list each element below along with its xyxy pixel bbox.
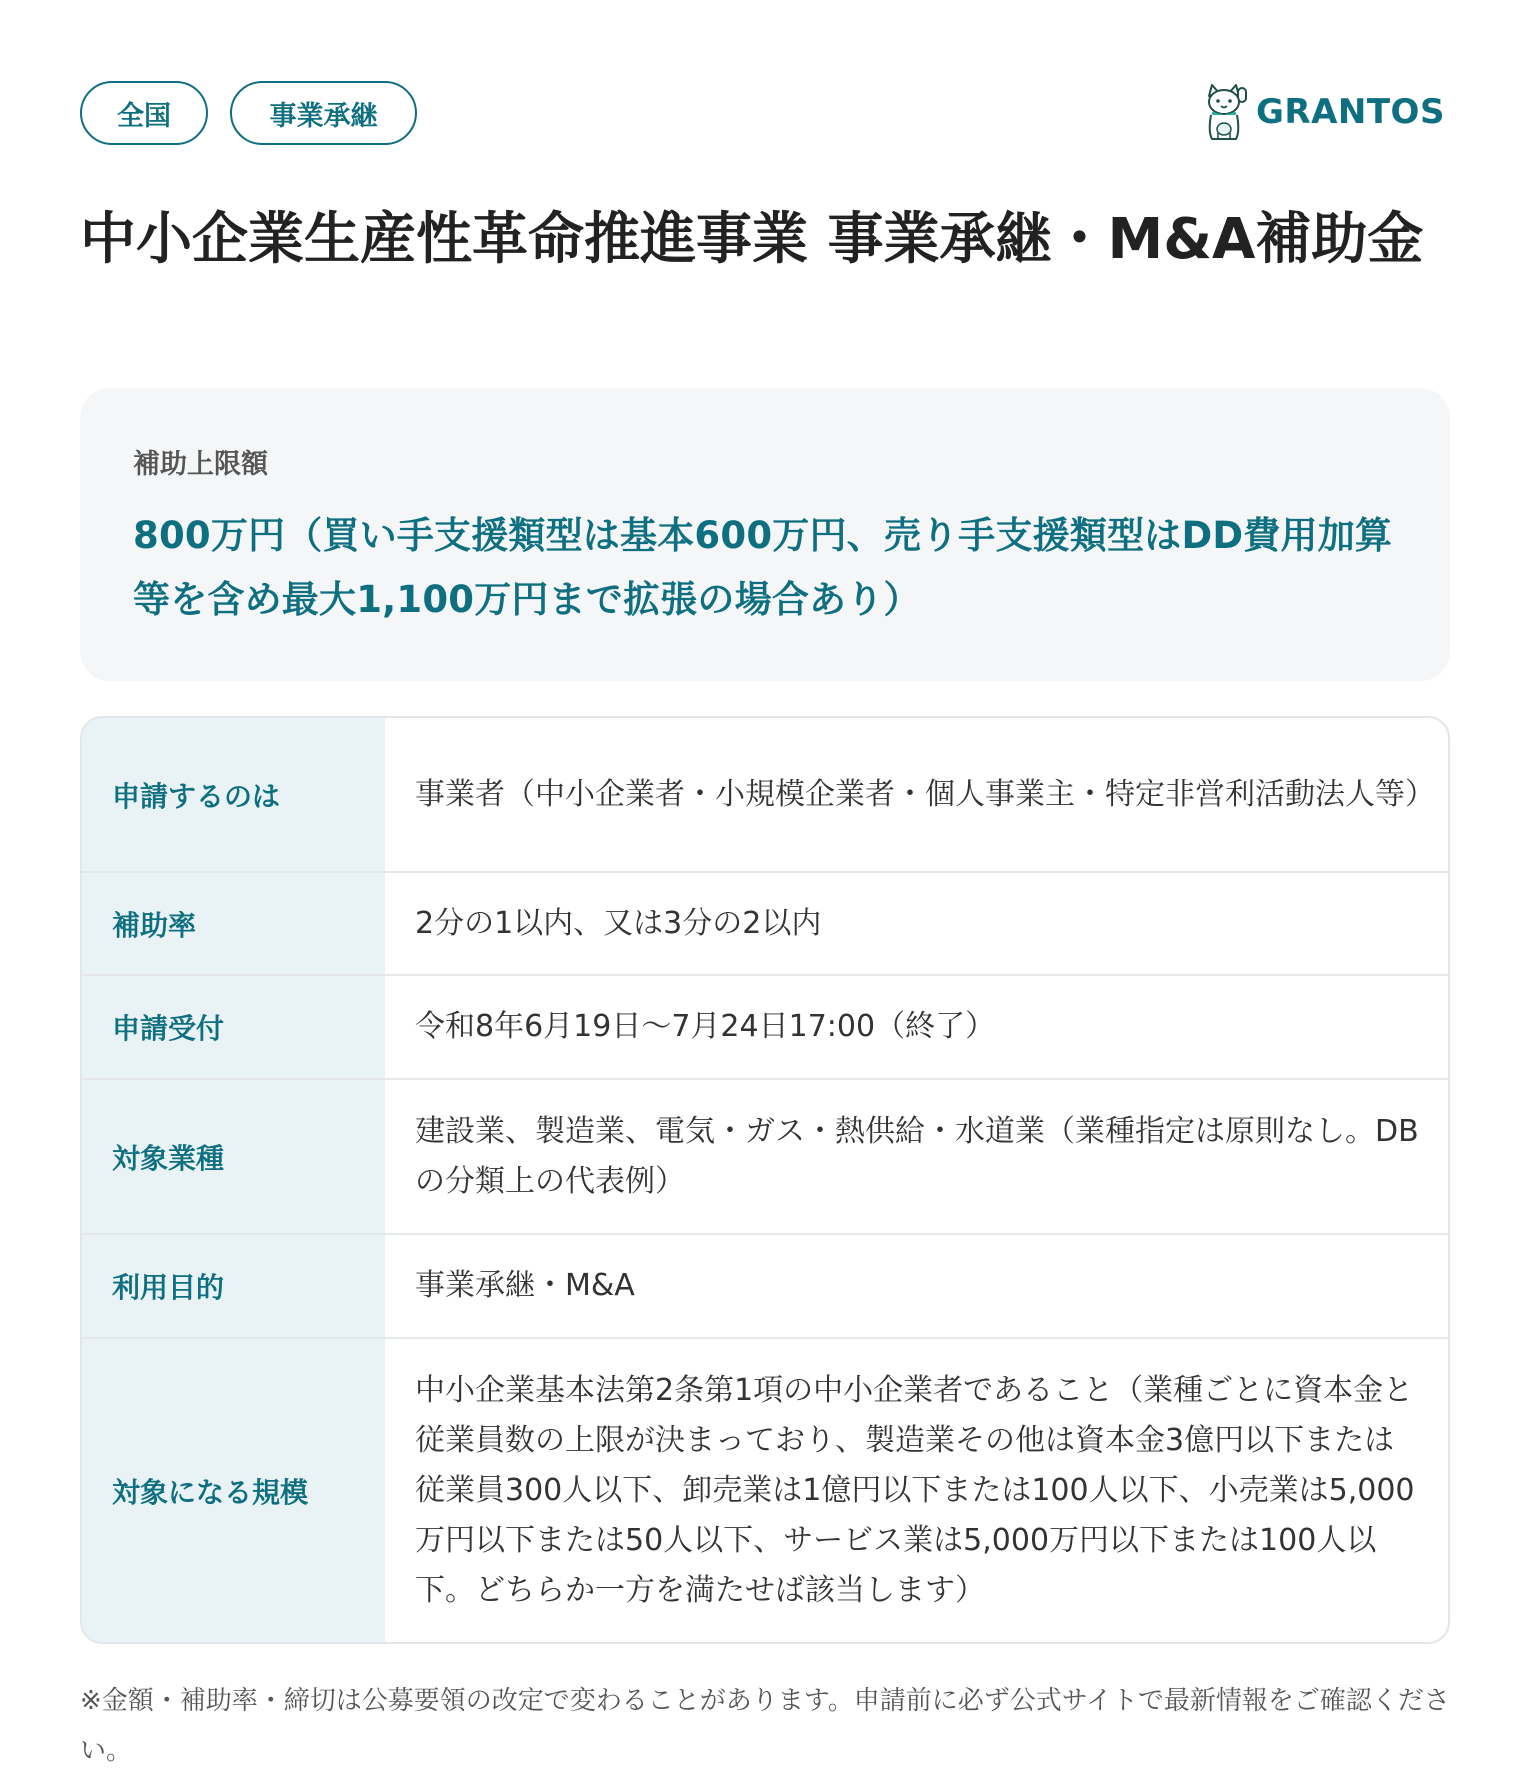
row-value: 2分の1以内、又は3分の2以内	[415, 905, 822, 941]
row-label: 対象業種	[82, 1080, 385, 1233]
brand-name: GRANTOS	[1256, 92, 1445, 132]
row-value: 中小企業基本法第2条第1項の中小企業者であること（業種ごとに資本金と従業員数の上限が決まっており、製造業その他は資本金3億円以下または従業員300人以下、卸売業は1億円以下または100人以下、小売業は5,000万円以下または50人以下、サービス業は5,000万円以下または100人以下。どちらか一方を満たせば該当します）	[415, 1372, 1415, 1608]
table-row	[82, 1080, 1448, 1235]
table-row	[82, 976, 1448, 1080]
subsidy-cap-value: 800万円（買い手支援類型は基本600万円、売り手支援類型はDD費用加算等を含め最大1,100万円まで拡張の場合あり）	[133, 514, 1393, 621]
row-value: 令和8年6月19日〜7月24日17:00（終了）	[415, 1009, 996, 1044]
table-row	[82, 1235, 1448, 1339]
subsidy-cap-label: 補助上限額	[133, 449, 268, 480]
row-value: 事業承継・M&A	[415, 1268, 635, 1303]
row-label: 申請受付	[82, 976, 385, 1078]
tag-category[interactable]: 事業承継	[230, 81, 417, 145]
subsidy-cap-panel	[80, 388, 1450, 681]
brand-logo[interactable]	[1200, 82, 1445, 142]
table-row	[82, 718, 1448, 873]
footnote: ※金額・補助率・締切は公募要領の改定で変わることがあります。申請前に必ず公式サイトで最新情報をご確認ください。	[80, 1686, 1450, 1766]
row-label: 対象になる規模	[82, 1339, 385, 1642]
page-title: 中小企業生産性革命推進事業 事業承継・M&A補助金	[80, 207, 1424, 272]
lucky-cat-icon	[1200, 82, 1248, 142]
table-row	[82, 873, 1448, 976]
table-row	[82, 1339, 1448, 1642]
row-value: 事業者（中小企業者・小規模企業者・個人事業主・特定非営利活動法人等）	[415, 776, 1435, 812]
tag-region[interactable]: 全国	[80, 81, 208, 145]
row-value: 建設業、製造業、電気・ガス・熱供給・水道業（業種指定は原則なし。DBの分類上の代表例）	[415, 1113, 1419, 1199]
row-label: 利用目的	[82, 1235, 385, 1337]
grant-info-table	[80, 716, 1450, 1644]
tag-list	[80, 81, 417, 145]
row-label: 申請するのは	[82, 718, 385, 871]
row-label: 補助率	[82, 873, 385, 974]
